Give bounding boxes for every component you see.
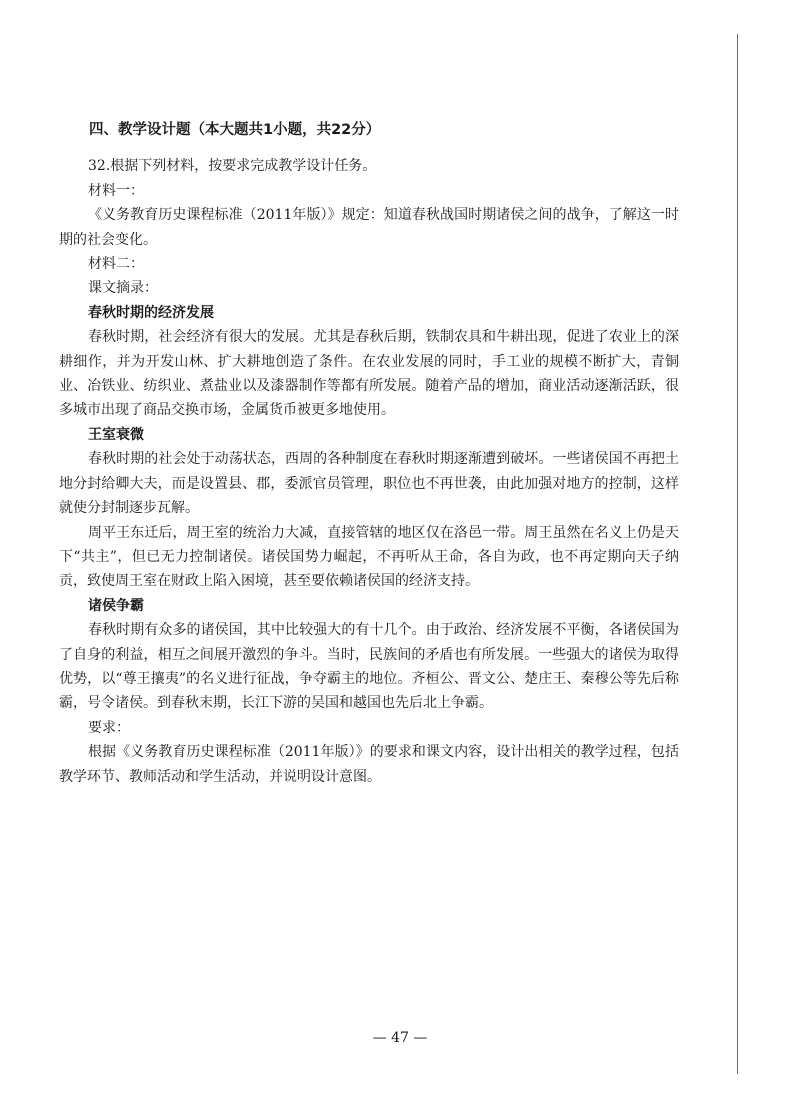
page-edge-line — [737, 34, 738, 1074]
section-heading: 四、教学设计题（本大题共1小题，共22分） — [89, 122, 381, 138]
section-title-economy: 春秋时期的经济发展 — [88, 304, 214, 321]
requirement-text: 根据《义务教育历史课程标准（2011年版）》的要求和课文内容，设计出相关的教学过程，包括教学环节、教师活动和学生活动，并说明设计意图。 — [59, 744, 679, 785]
material2-label: 材料二： — [88, 256, 144, 273]
paragraph-royal-decline-2: 周平王东迁后，周王室的统治力大减，直接管辖的地区仅在洛邑一带。周王虽然在名义上仍是天下“共主”，但已无力控制诸侯。诸侯国势力崛起，不再听从王命，各自为政，也不再定期向天子纳贡，致使周王室在财政上陷入困境，甚至要依赖诸侯国的经济支持。 — [59, 524, 679, 590]
excerpt-label: 课文摘录： — [88, 280, 158, 297]
page-number: — 47 — — [372, 1030, 428, 1046]
page-content — [59, 118, 679, 789]
requirement-label: 要求： — [88, 719, 130, 736]
paragraph-royal-decline-1: 春秋时期的社会处于动荡状态，西周的各种制度在春秋时期逐渐遭到破坏。一些诸侯国不再把土地分封给卿大夫，而是设置县、郡，委派官员管理，职位也不再世袭，由此加强对地方的控制，这样就使分封制逐步瓦解。 — [59, 451, 679, 517]
material1-text: 《义务教育历史课程标准（2011年版）》规定：知道春秋战国时期诸侯之间的战争，了解这一时期的社会变化。 — [59, 207, 679, 248]
material1-label: 材料一： — [88, 182, 144, 199]
question-text: 32.根据下列材料，按要求完成教学设计任务。 — [88, 158, 377, 175]
section-title-hegemony: 诸侯争霸 — [88, 597, 144, 614]
section-title-royal-decline: 王室衰微 — [88, 426, 144, 443]
paragraph-hegemony: 春秋时期有众多的诸侯国，其中比较强大的有十几个。由于政治、经济发展不平衡，各诸侯国为了自身的利益，相互之间展开激烈的争斗。当时，民族间的矛盾也有所发展。一些强大的诸侯为取得优势，以“尊王攘夷”的名义进行征战，争夺霸主的地位。齐桓公、晋文公、楚庄王、秦穆公等先后称霸，号令诸侯。到春秋末期，长江下游的吴国和越国也先后北上争霸。 — [59, 622, 679, 712]
paragraph-economy: 春秋时期，社会经济有很大的发展。尤其是春秋后期，铁制农具和牛耕出现，促进了农业上的深耕细作，并为开发山林、扩大耕地创造了条件。在农业发展的同时，手工业的规模不断扩大，青铜业、冶铁业、纺织业、煮盐业以及漆器制作等都有所发展。随着产品的增加，商业活动逐渐活跃，很多城市出现了商品交换市场，金属货币被更多地使用。 — [59, 329, 679, 419]
